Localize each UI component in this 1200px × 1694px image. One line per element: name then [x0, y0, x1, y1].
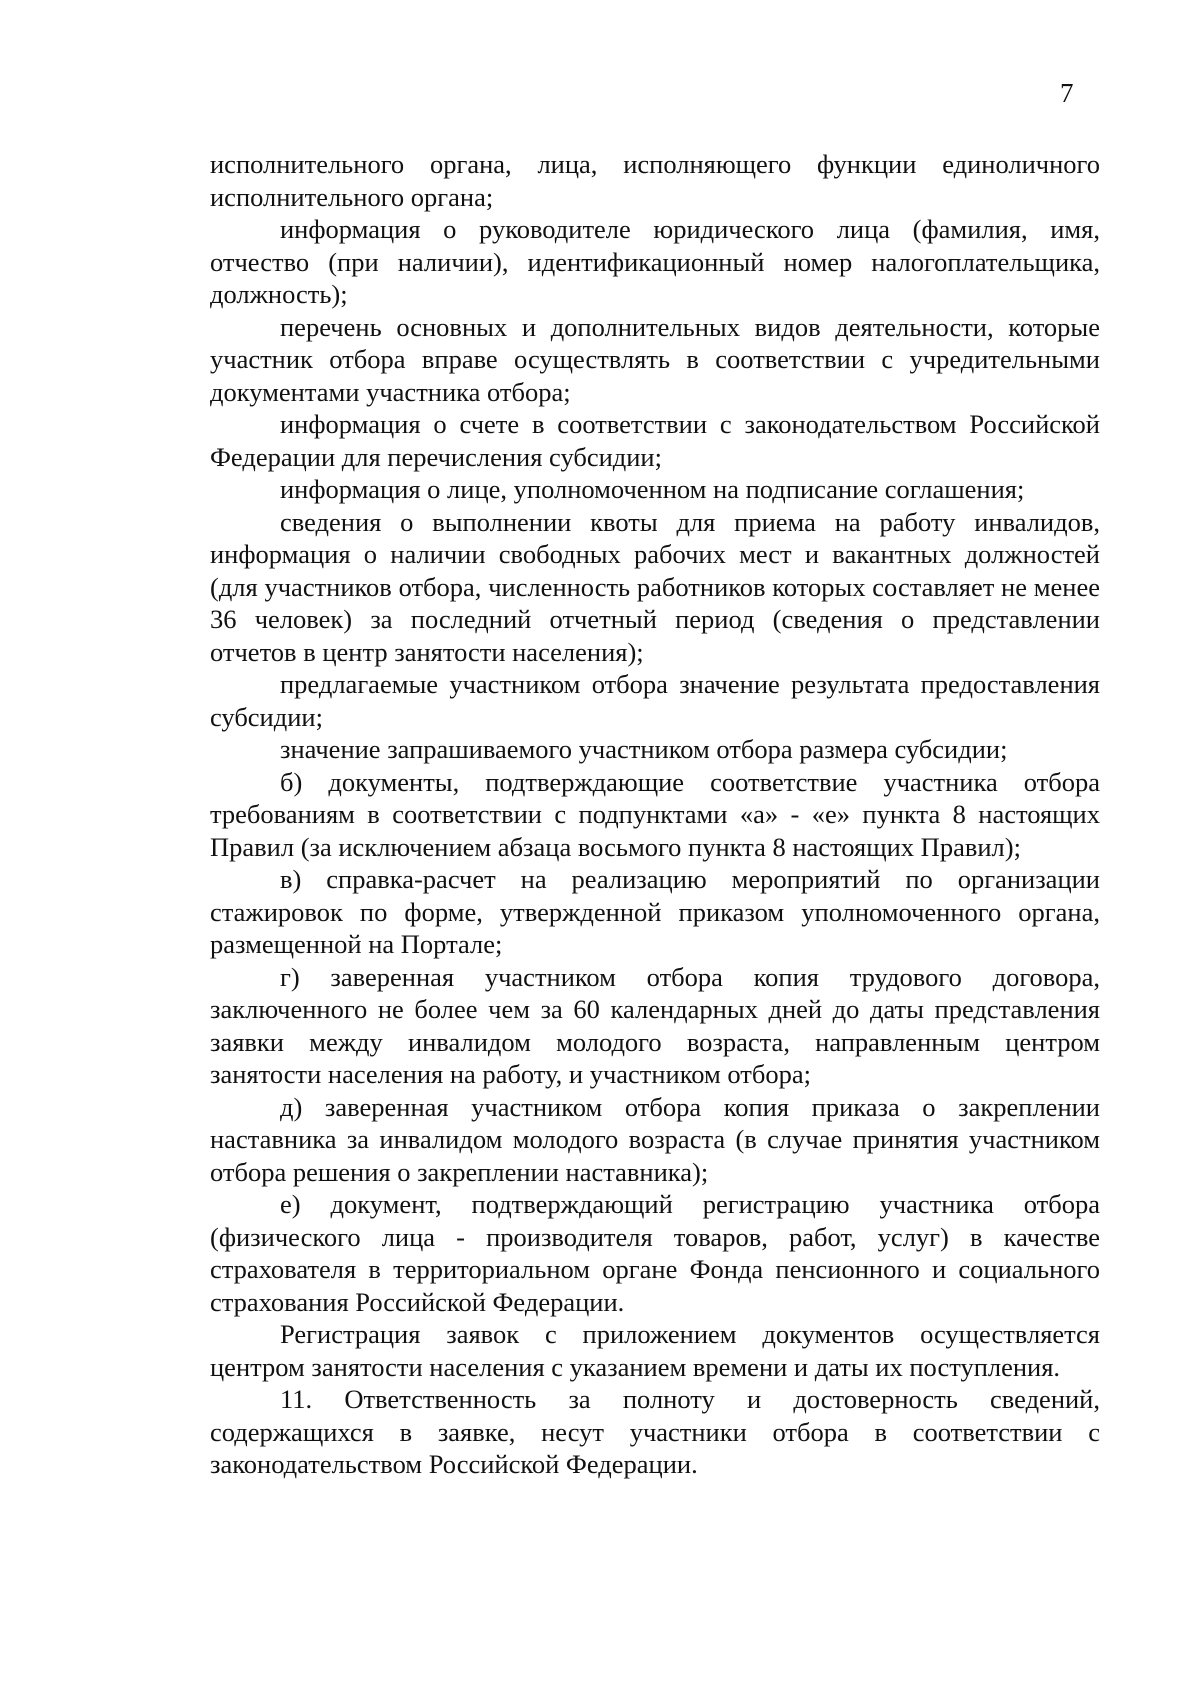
- paragraph-subsidy-size: значение запрашиваемого участником отбора размера субсидии;: [280, 734, 1008, 764]
- paragraph-account: информация о счете в соответствии с законодательством Российской Федерации для перечисления субсидии;: [210, 409, 1100, 472]
- paragraph-item-b: б) документы, подтверждающие соответствие участника отбора требованиям в соответствии с подпунктами «а» - «е» пункта 8 настоящих Правил (за исключением абзаца восьмого пункта 8 настоящих Правил);: [210, 766, 1100, 862]
- paragraph-registration: Регистрация заявок с приложением документов осуществляется центром занятости населения с указанием времени и даты их поступления.: [210, 1319, 1100, 1382]
- paragraph-signatory: информация о лице, уполномоченном на подписание соглашения;: [280, 474, 1025, 504]
- paragraph-result-value: предлагаемые участником отбора значение результата предоставления субсидии;: [210, 669, 1100, 732]
- document-body: [210, 148, 1100, 1481]
- paragraph-quota: сведения о выполнении квоты для приема на работу инвалидов, информация о наличии свободных рабочих мест и вакантных должностей (для участников отбора, численность работников которых составляет не менее 36 человек) за последний отчетный период (сведения о представлении отчетов в центр занятости населения);: [210, 506, 1100, 667]
- paragraph-item-v: в) справка-расчет на реализацию мероприятий по организации стажировок по форме, утвержденной приказом уполномоченного органа, размещенной на Портале;: [210, 864, 1100, 959]
- paragraph-activities: перечень основных и дополнительных видов деятельности, которые участник отбора вправе осуществлять в соответствии с учредительными документами участника отбора;: [210, 311, 1100, 407]
- page-number: 7: [1060, 78, 1074, 108]
- paragraph-item-e: е) документ, подтверждающий регистрацию участника отбора (физического лица - производителя товаров, работ, услуг) в качестве страхователя в территориальном органе Фонда пенсионного и социального страхования Российской Федерации.: [210, 1189, 1100, 1317]
- paragraph-item-d: д) заверенная участником отбора копия приказа о закреплении наставника за инвалидом молодого возраста (в случае принятия участником отбора решения о закреплении наставника);: [210, 1091, 1100, 1187]
- paragraph-section-11: 11. Ответственность за полноту и достоверность сведений, содержащихся в заявке, несут участники отбора в соответствии с законодательством Российской Федерации.: [210, 1384, 1100, 1479]
- paragraph-item-g: г) заверенная участником отбора копия трудового договора, заключенного не более чем за 60 календарных дней до даты представления заявки между инвалидом молодого возраста, направленным центром занятости населения на работу, и участником отбора;: [210, 961, 1100, 1089]
- paragraph-head-info: информация о руководителе юридического лица (фамилия, имя, отчество (при наличии), идентификационный номер налогоплательщика, должность);: [210, 214, 1100, 309]
- paragraph-continuation: исполнительного органа, лица, исполняющего функции единоличного исполнительного органа;: [210, 149, 1100, 212]
